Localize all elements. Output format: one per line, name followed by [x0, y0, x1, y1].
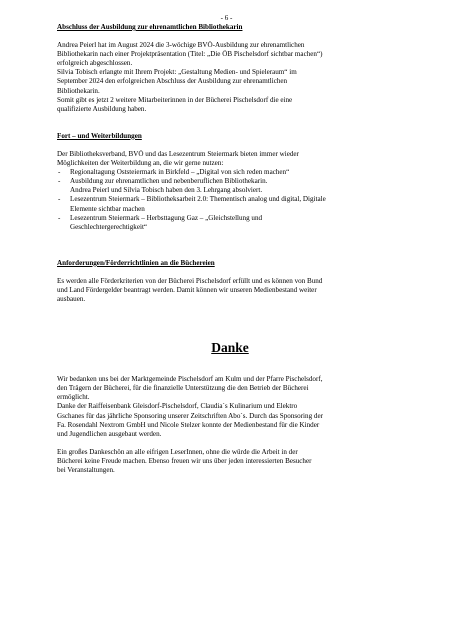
text-line: Ein großes Dankeschön an alle eifrigen LeserInnen, ohne die würde die Arbeit in der — [57, 447, 298, 456]
list-item — [57, 195, 403, 213]
section-ausbildung — [57, 23, 403, 114]
paragraph — [57, 375, 403, 439]
text-line: Elemente sichtbar machen — [70, 204, 145, 213]
text-line: Andrea Peierl und Silvia Tobisch haben den 3. Lehrgang absolviert. — [70, 186, 263, 195]
text-line: bei Veranstaltungen. — [57, 466, 115, 474]
text-line: Bibliothekarin. — [57, 86, 100, 95]
text-line: ausbauen. — [57, 295, 86, 304]
text-line: Lesezentrum Steiermark – Bibliotheksarbeit 2.0: Thementisch analog und digital, Digitale — [70, 195, 326, 204]
text-line: und Land Fördergelder beantragt werden. Damit können wir unseren Medienbestand weiter — [57, 285, 317, 294]
section-heading: Abschluss der Ausbildung zur ehrenamtlichen Bibliothekarin — [57, 23, 243, 31]
text-line: den Trägern der Bücherei, für die finanzielle Unterstützung die den Betrieb der Bücherei — [57, 384, 309, 393]
text-line: Geschlechtergerechtigkeit“ — [70, 222, 148, 231]
text-line: Silvia Tobisch erlangte mit Ihrem Projekt: „Gestaltung Medien- und Spieleraum“ im — [57, 68, 297, 77]
training-list — [57, 168, 403, 232]
text-line: Bücherei keine Freude machen. Ebenso freuen wir uns über jeden interessierten Besucher — [57, 456, 312, 465]
list-item — [57, 214, 403, 232]
text-line: Gschanes für das jährliche Sponsoring unserer Zeitschriften Abo`s. Durch das Sponsoring der — [57, 411, 323, 420]
paragraph — [57, 277, 403, 304]
text-line: Bibliothekarin nach einer Projektpräsentation (Titel: „Die ÖB Pischelsdorf sichtbar machen“) — [57, 50, 323, 59]
page-content — [57, 23, 403, 475]
text-line: Es werden alle Förderkriterien von der Bücherei Pischelsdorf erfüllt und es können von Bund — [57, 276, 323, 285]
text-line: Wir bedanken uns bei der Marktgemeinde Pischelsdorf am Kulm und der Pfarre Pischelsdorf, — [57, 375, 323, 384]
paragraph — [57, 41, 403, 114]
page-number: - 6 - — [220, 14, 233, 22]
text-line: und Jugendlichen ausgebaut werden. — [57, 429, 162, 438]
text-line: Möglichkeiten der Weiterbildung an, die wir gerne nutzen: — [57, 159, 224, 168]
section-heading: Anforderungen/Förderrichtlinien an die Büchereien — [57, 258, 215, 267]
text-line: qualifizierte Ausbildung haben. — [57, 104, 147, 113]
text-line: Der Bibliotheksverband, BVÖ und das Lesezentrum Steiermark bieten immer wieder — [57, 149, 299, 158]
text-line: Somit gibt es jetzt 2 weitere Mitarbeiterinnen in der Bücherei Pischelsdorf die eine — [57, 95, 293, 104]
text-line: September 2024 den erfolgreichen Abschluss der Ausbildung zur ehrenamtlichen — [57, 77, 288, 86]
text-line: Danke der Raiffeisenbank Gleisdorf-Pischelsdorf, Claudia`s Kulinarium und Elektro — [57, 402, 298, 411]
paragraph — [57, 448, 403, 475]
text-line: Fa. Rosendahl Nextrom GmbH und Nicole Stelzer konnte der Medienbestand für die Kinder — [57, 420, 320, 429]
text-line: Regionaltagung Oststeiermark in Birkfeld – „Digital von sich reden machen“ — [70, 168, 290, 177]
section-heading: Fort – und Weiterbildungen — [57, 131, 142, 140]
danke-title: Danke — [211, 340, 249, 356]
text-line: Ausbildung zur ehrenamtlichen und nebenberuflichen Bibliothekarin. — [70, 177, 268, 186]
text-line: ermöglicht. — [57, 393, 90, 402]
section-foerderrichtlinien — [57, 259, 403, 304]
list-item — [57, 177, 403, 195]
list-item — [57, 168, 403, 177]
text-line: Lesezentrum Steiermark – Herbsttagung Gaz – „Gleichstellung und — [70, 213, 263, 222]
section-weiterbildung — [57, 132, 403, 232]
paragraph — [57, 150, 403, 168]
text-line: erfolgreich abgeschlossen. — [57, 59, 133, 68]
text-line: Andrea Peierl hat im August 2024 die 3-wöchige BVÖ-Ausbildung zur ehrenamtlichen — [57, 41, 305, 50]
section-danke — [57, 340, 403, 475]
